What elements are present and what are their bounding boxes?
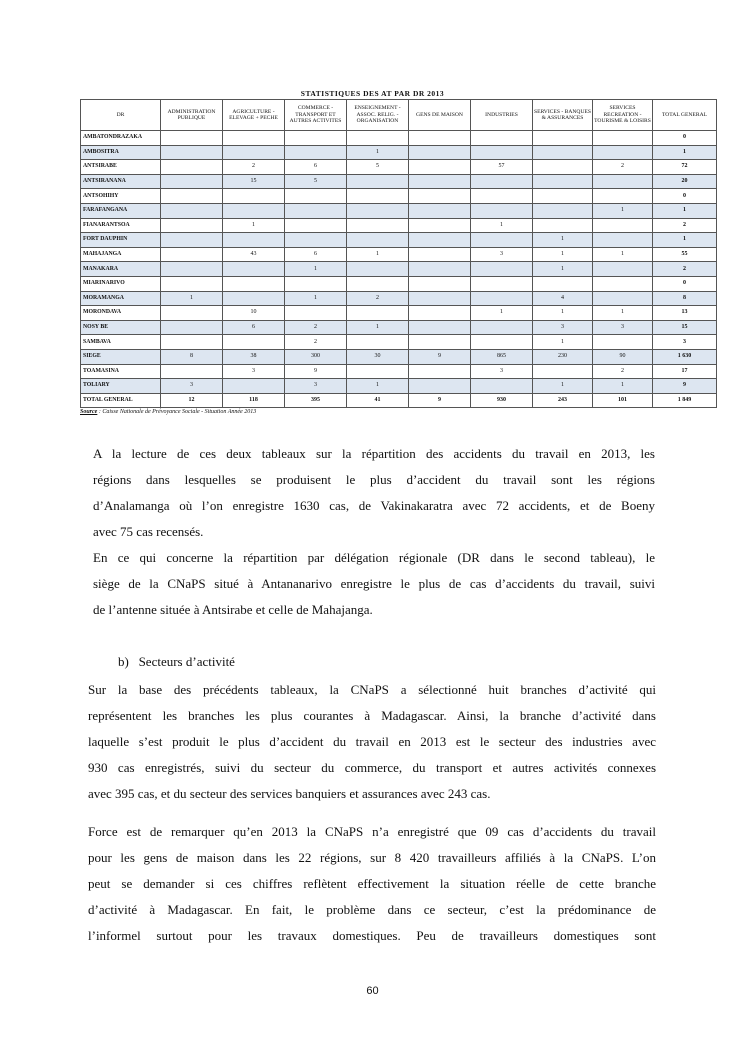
total-cell: 1: [653, 233, 717, 248]
value-cell: 300: [285, 349, 347, 364]
value-cell: 1: [533, 247, 593, 262]
value-cell: [223, 145, 285, 160]
value-cell: [223, 233, 285, 248]
value-cell: 395: [285, 393, 347, 408]
total-cell: 15: [653, 320, 717, 335]
value-cell: 6: [285, 247, 347, 262]
value-cell: 865: [471, 349, 533, 364]
value-cell: [593, 262, 653, 277]
total-cell: 1 849: [653, 393, 717, 408]
value-cell: [285, 306, 347, 321]
paragraph-domestic: [88, 819, 656, 949]
value-cell: 3: [471, 247, 533, 262]
header-cell: DR: [81, 100, 161, 131]
value-cell: [285, 218, 347, 233]
value-cell: 1: [347, 145, 409, 160]
dr-cell: FIANARANTSOA: [81, 218, 161, 233]
value-cell: 2: [285, 335, 347, 350]
table-row: [81, 276, 717, 291]
table-row: [81, 131, 717, 146]
value-cell: 1: [471, 218, 533, 233]
table-row: [81, 145, 717, 160]
text-line: pour les gens de maison dans les 22 régions, sur 8 420 travailleurs affiliés à la CNaPS. L’on: [88, 850, 656, 865]
total-cell: 2: [653, 218, 717, 233]
total-cell: 20: [653, 174, 717, 189]
value-cell: 15: [223, 174, 285, 189]
value-cell: [471, 174, 533, 189]
value-cell: [533, 203, 593, 218]
dr-cell: MIARINARIVO: [81, 276, 161, 291]
text-line: l’informel surtout pour les travaux domestiques. Peu de travailleurs domestiques sont: [88, 928, 656, 943]
value-cell: 3: [161, 379, 223, 394]
text-line: avec 75 cas recensés.: [93, 524, 204, 539]
value-cell: 41: [347, 393, 409, 408]
text-line: représentent les branches les plus courantes à Madagascar. Ainsi, la branche d’activité dans: [88, 708, 656, 723]
value-cell: 101: [593, 393, 653, 408]
value-cell: [161, 131, 223, 146]
value-cell: 930: [471, 393, 533, 408]
value-cell: 1: [593, 247, 653, 262]
table-row: [81, 262, 717, 277]
value-cell: 1: [161, 291, 223, 306]
paragraph-sectors: [88, 677, 656, 807]
value-cell: [409, 145, 471, 160]
value-cell: 57: [471, 160, 533, 175]
value-cell: [161, 335, 223, 350]
dr-cell: NOSY BE: [81, 320, 161, 335]
value-cell: [409, 203, 471, 218]
value-cell: 3: [223, 364, 285, 379]
value-cell: [161, 247, 223, 262]
table-row: [81, 203, 717, 218]
value-cell: 3: [533, 320, 593, 335]
value-cell: [409, 131, 471, 146]
dr-cell: MANAKARA: [81, 262, 161, 277]
value-cell: [223, 291, 285, 306]
value-cell: 6: [223, 320, 285, 335]
value-cell: [347, 189, 409, 204]
value-cell: [593, 174, 653, 189]
table-row: [81, 247, 717, 262]
value-cell: [409, 379, 471, 394]
value-cell: [161, 189, 223, 204]
value-cell: [533, 364, 593, 379]
total-cell: 8: [653, 291, 717, 306]
value-cell: [223, 276, 285, 291]
table-row: [81, 160, 717, 175]
value-cell: [161, 320, 223, 335]
text-line: laquelle s’est produit le plus d’accident du travail en 2013 est le secteur des industries avec: [88, 734, 656, 749]
value-cell: [593, 189, 653, 204]
value-cell: [533, 189, 593, 204]
dr-cell: SAMBAVA: [81, 335, 161, 350]
value-cell: [285, 145, 347, 160]
text-line: de l’antenne située à Antsirabe et celle de Mahajanga.: [93, 602, 373, 617]
value-cell: 30: [347, 349, 409, 364]
value-cell: [161, 218, 223, 233]
total-cell: 13: [653, 306, 717, 321]
value-cell: 1: [285, 291, 347, 306]
value-cell: [161, 145, 223, 160]
value-cell: [533, 131, 593, 146]
table-header-row: [81, 100, 717, 131]
dr-cell: TOLIARY: [81, 379, 161, 394]
value-cell: [161, 262, 223, 277]
dr-cell: ANTSOHIHY: [81, 189, 161, 204]
value-cell: 3: [285, 379, 347, 394]
table-row: [81, 306, 717, 321]
text-line: avec 395 cas, et du secteur des services banquiers et assurances avec 243 cas.: [88, 786, 491, 801]
value-cell: [409, 218, 471, 233]
value-cell: [409, 247, 471, 262]
value-cell: 2: [223, 160, 285, 175]
value-cell: [223, 189, 285, 204]
value-cell: 1: [533, 233, 593, 248]
text-line: En ce qui concerne la répartition par délégation régionale (DR dans le second tableau), le: [93, 550, 655, 565]
text-line: d’Analamanga où l’on enregistre 1630 cas, de Vakinakaratra avec 72 accidents, et de Boeny: [93, 498, 655, 513]
value-cell: [223, 379, 285, 394]
paragraph-regions: [93, 441, 655, 623]
source-text: : Caisse Nationale de Prévoyance Sociale - Situation Année 2013: [97, 409, 257, 415]
value-cell: [161, 233, 223, 248]
value-cell: [471, 145, 533, 160]
header-cell: COMMERCE - TRANSPORT ET AUTRES ACTIVITES: [285, 100, 347, 131]
table-row: [81, 349, 717, 364]
value-cell: 12: [161, 393, 223, 408]
value-cell: [533, 145, 593, 160]
value-cell: [161, 160, 223, 175]
value-cell: [347, 233, 409, 248]
value-cell: 1: [347, 320, 409, 335]
text-line: régions dans lesquelles se produisent le plus d’accident du travail sont les régions: [93, 472, 655, 487]
value-cell: [347, 174, 409, 189]
value-cell: 2: [593, 364, 653, 379]
value-cell: [533, 174, 593, 189]
value-cell: [409, 306, 471, 321]
header-cell: GENS DE MAISON: [409, 100, 471, 131]
dr-cell: FORT DAUPHIN: [81, 233, 161, 248]
value-cell: 1: [223, 218, 285, 233]
dr-cell: AMBATONDRAZAKA: [81, 131, 161, 146]
value-cell: [347, 306, 409, 321]
header-cell: SERVICES RECREATION - TOURISME & LOISIRS: [593, 100, 653, 131]
value-cell: 10: [223, 306, 285, 321]
statistics-table: [80, 99, 717, 408]
value-cell: [471, 335, 533, 350]
value-cell: 1: [593, 203, 653, 218]
value-cell: 230: [533, 349, 593, 364]
dr-cell: ANTSIRABE: [81, 160, 161, 175]
value-cell: 243: [533, 393, 593, 408]
value-cell: 1: [471, 306, 533, 321]
value-cell: [161, 306, 223, 321]
total-cell: 55: [653, 247, 717, 262]
value-cell: [471, 203, 533, 218]
value-cell: 1: [533, 306, 593, 321]
value-cell: [347, 218, 409, 233]
value-cell: [347, 203, 409, 218]
value-cell: 2: [593, 160, 653, 175]
total-cell: 0: [653, 276, 717, 291]
value-cell: [347, 276, 409, 291]
value-cell: 9: [285, 364, 347, 379]
table-source: [80, 409, 256, 415]
table-row: [81, 218, 717, 233]
section-heading-b: b) Secteurs d’activité: [118, 654, 235, 669]
value-cell: [471, 189, 533, 204]
header-cell: ENSEIGNEMENT - ASSOC. RELIG. - ORGANISATION: [347, 100, 409, 131]
value-cell: [161, 174, 223, 189]
value-cell: 5: [285, 174, 347, 189]
total-cell: 72: [653, 160, 717, 175]
value-cell: [223, 335, 285, 350]
value-cell: [533, 276, 593, 291]
header-cell: ADMINISTRATION PUBLIQUE: [161, 100, 223, 131]
text-line: Sur la base des précédents tableaux, la CNaPS a sélectionné huit branches d’activité qui: [88, 682, 656, 697]
value-cell: [409, 276, 471, 291]
value-cell: 1: [347, 247, 409, 262]
value-cell: [223, 203, 285, 218]
total-cell: 1: [653, 203, 717, 218]
value-cell: [471, 276, 533, 291]
value-cell: [347, 262, 409, 277]
value-cell: [409, 174, 471, 189]
value-cell: [285, 131, 347, 146]
text-line: 930 cas enregistrés, suivi du secteur du commerce, du transport et autres activités connexes: [88, 760, 656, 775]
table-row: [81, 291, 717, 306]
table-row: [81, 189, 717, 204]
value-cell: [593, 131, 653, 146]
value-cell: 2: [347, 291, 409, 306]
value-cell: [223, 131, 285, 146]
value-cell: 1: [533, 379, 593, 394]
text-line: A la lecture de ces deux tableaux sur la répartition des accidents du travail en 2013, les: [93, 446, 655, 461]
source-label: Source: [80, 409, 98, 415]
value-cell: 3: [593, 320, 653, 335]
value-cell: [471, 131, 533, 146]
value-cell: 9: [409, 349, 471, 364]
dr-cell: MORONDAVA: [81, 306, 161, 321]
table-row: [81, 335, 717, 350]
value-cell: [409, 291, 471, 306]
value-cell: [471, 233, 533, 248]
total-cell: 1: [653, 145, 717, 160]
value-cell: 1: [285, 262, 347, 277]
total-cell: 1 630: [653, 349, 717, 364]
dr-cell: TOAMASINA: [81, 364, 161, 379]
value-cell: [593, 291, 653, 306]
total-cell: 9: [653, 379, 717, 394]
value-cell: 118: [223, 393, 285, 408]
value-cell: [533, 218, 593, 233]
value-cell: [161, 276, 223, 291]
dr-cell: MORAMANGA: [81, 291, 161, 306]
table-row: [81, 233, 717, 248]
total-cell: 17: [653, 364, 717, 379]
value-cell: [161, 203, 223, 218]
value-cell: [347, 364, 409, 379]
value-cell: 1: [533, 335, 593, 350]
value-cell: 1: [533, 262, 593, 277]
total-cell: 3: [653, 335, 717, 350]
value-cell: [533, 160, 593, 175]
dr-cell: AMBOSITRA: [81, 145, 161, 160]
table-row: [81, 364, 717, 379]
value-cell: [347, 131, 409, 146]
value-cell: 8: [161, 349, 223, 364]
value-cell: [347, 335, 409, 350]
value-cell: [285, 203, 347, 218]
text-line: peut se demander si ces chiffres reflètent effectivement la situation réelle de cette branche: [88, 876, 656, 891]
value-cell: [409, 160, 471, 175]
value-cell: [593, 335, 653, 350]
header-cell: INDUSTRIES: [471, 100, 533, 131]
dr-cell: TOTAL GENERAL: [81, 393, 161, 408]
value-cell: 2: [285, 320, 347, 335]
header-cell: TOTAL GENERAL: [653, 100, 717, 131]
value-cell: 1: [593, 379, 653, 394]
table-row: [81, 379, 717, 394]
value-cell: [409, 189, 471, 204]
total-cell: 0: [653, 131, 717, 146]
value-cell: [409, 320, 471, 335]
value-cell: 5: [347, 160, 409, 175]
value-cell: [593, 276, 653, 291]
value-cell: 38: [223, 349, 285, 364]
table-row: [81, 320, 717, 335]
value-cell: [285, 276, 347, 291]
value-cell: [409, 233, 471, 248]
total-cell: 2: [653, 262, 717, 277]
value-cell: [409, 335, 471, 350]
value-cell: 1: [347, 379, 409, 394]
dr-cell: MAHAJANGA: [81, 247, 161, 262]
value-cell: [471, 379, 533, 394]
value-cell: 6: [285, 160, 347, 175]
value-cell: 1: [593, 306, 653, 321]
header-cell: SERVICES - BANQUES & ASSURANCES: [533, 100, 593, 131]
value-cell: [409, 262, 471, 277]
value-cell: 3: [471, 364, 533, 379]
value-cell: [593, 233, 653, 248]
value-cell: 9: [409, 393, 471, 408]
text-line: d’activité à Madagascar. En fait, le problème dans ce secteur, c’est la prédominance de: [88, 902, 656, 917]
header-cell: AGRICULTURE - ELEVAGE + PECHE: [223, 100, 285, 131]
dr-cell: SIEGE: [81, 349, 161, 364]
total-cell: 0: [653, 189, 717, 204]
value-cell: [409, 364, 471, 379]
text-line: siège de la CNaPS situé à Antananarivo enregistre le plus de cas d’accidents du travail, suivi: [93, 576, 655, 591]
dr-cell: ANTSIRANANA: [81, 174, 161, 189]
value-cell: 90: [593, 349, 653, 364]
value-cell: [593, 218, 653, 233]
dr-cell: FARAFANGANA: [81, 203, 161, 218]
table-row: [81, 174, 717, 189]
value-cell: [593, 145, 653, 160]
page-number: 60: [366, 985, 379, 997]
value-cell: [471, 320, 533, 335]
table-total-row: [81, 393, 717, 408]
value-cell: [471, 262, 533, 277]
value-cell: [285, 233, 347, 248]
text-line: Force est de remarquer qu’en 2013 la CNaPS n’a enregistré que 09 cas d’accidents du travail: [88, 824, 656, 839]
value-cell: [471, 291, 533, 306]
value-cell: [223, 262, 285, 277]
table-title: STATISTIQUES DES AT PAR DR 2013: [300, 89, 445, 98]
value-cell: [161, 364, 223, 379]
value-cell: [285, 189, 347, 204]
value-cell: 4: [533, 291, 593, 306]
value-cell: 43: [223, 247, 285, 262]
